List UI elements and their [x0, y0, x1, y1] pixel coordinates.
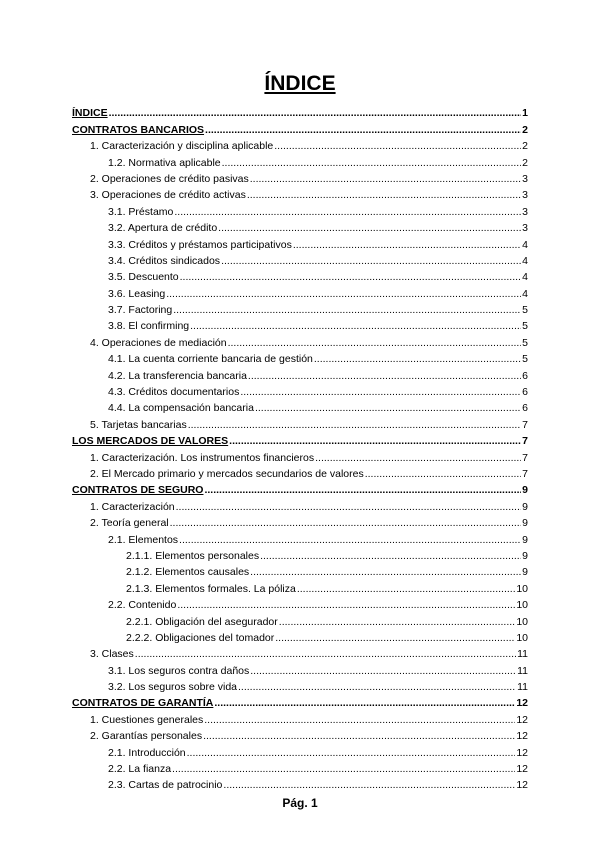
toc-entry[interactable] — [72, 612, 528, 628]
toc-entry-page-number: 7 — [522, 435, 528, 448]
toc-entry-title: 3.3. Créditos y préstamos participativos — [108, 238, 292, 251]
toc-entry-page-number: 6 — [522, 402, 528, 415]
toc-entry-title: 2.2.2. Obligaciones del tomador — [126, 631, 275, 644]
toc-entry[interactable] — [72, 219, 528, 235]
dot-leader — [174, 205, 521, 219]
toc-entry[interactable] — [72, 530, 528, 546]
dot-leader — [240, 385, 521, 399]
dot-leader — [135, 647, 516, 661]
dot-leader — [218, 221, 521, 235]
toc-entry-title: 2.1.1. Elementos personales — [126, 549, 260, 562]
dot-leader — [247, 188, 521, 202]
toc-entry[interactable] — [72, 661, 528, 677]
dot-leader — [279, 615, 516, 629]
toc-entry[interactable] — [72, 760, 528, 776]
toc-entry-title: 2. Operaciones de crédito pasivas — [90, 172, 249, 185]
toc-entry[interactable] — [72, 415, 528, 431]
toc-entry-page-number: 9 — [522, 500, 528, 513]
toc-entry[interactable] — [72, 252, 528, 268]
dot-leader — [250, 664, 516, 678]
dot-leader — [365, 467, 521, 481]
toc-entry-title: 1. Caracterización — [90, 500, 175, 513]
toc-entry-page-number: 9 — [522, 484, 528, 497]
toc-entry[interactable] — [72, 350, 528, 366]
toc-entry-title: 1. Caracterización y disciplina aplicable — [90, 140, 274, 153]
toc-entry[interactable] — [72, 579, 528, 595]
toc-entry-title: 4. Operaciones de mediación — [90, 336, 227, 349]
toc-entry-title: 3. Operaciones de crédito activas — [90, 189, 246, 202]
toc-entry-title: 2.1.2. Elementos causales — [126, 566, 250, 579]
dot-leader — [293, 238, 521, 252]
toc-entry[interactable] — [72, 645, 528, 661]
toc-entry-title: 3.5. Descuento — [108, 271, 179, 284]
toc-entry-page-number: 4 — [522, 254, 528, 267]
toc-entry-page-number: 12 — [516, 730, 528, 743]
toc-entry[interactable] — [72, 448, 528, 464]
dot-leader — [204, 713, 515, 727]
toc-entry-title: 2.1. Elementos — [108, 533, 179, 546]
dot-leader — [173, 303, 521, 317]
dot-leader — [203, 729, 515, 743]
toc-entry-page-number: 2 — [522, 123, 528, 136]
toc-entry-title: 4.4. La compensación bancaria — [108, 402, 254, 415]
toc-entry-page-number: 5 — [522, 353, 528, 366]
toc-entry[interactable] — [72, 333, 528, 349]
toc-entry[interactable] — [72, 284, 528, 300]
toc-entry-page-number: 3 — [522, 172, 528, 185]
toc-entry-page-number: 3 — [522, 222, 528, 235]
toc-entry-page-number: 3 — [522, 205, 528, 218]
toc-entry-page-number: 7 — [522, 418, 528, 431]
toc-entry-page-number: 4 — [522, 271, 528, 284]
toc-entry[interactable] — [72, 465, 528, 481]
toc-entry-title: 2.2. La fianza — [108, 763, 172, 776]
dot-leader — [275, 631, 515, 645]
toc-entry[interactable] — [72, 432, 528, 448]
toc-entry-page-number: 11 — [517, 664, 528, 677]
dot-leader — [214, 696, 515, 710]
toc-entry-page-number: 9 — [522, 517, 528, 530]
toc-entry-page-number: 5 — [522, 320, 528, 333]
toc-entry-page-number: 1 — [522, 107, 528, 120]
toc-entry[interactable] — [72, 678, 528, 694]
dot-leader — [228, 336, 522, 350]
toc-entry-title: 2. Garantías personales — [90, 730, 203, 743]
dot-leader — [176, 500, 522, 514]
toc-entry-title: 3.7. Factoring — [108, 304, 173, 317]
toc-entry-title: LOS MERCADOS DE VALORES — [72, 435, 229, 448]
page-footer: Pág. 1 — [282, 796, 318, 810]
toc-entry-title: ÍNDICE — [72, 107, 108, 120]
toc-entry[interactable] — [72, 383, 528, 399]
toc-entry-title: 3.4. Créditos sindicados — [108, 254, 221, 267]
toc-entry-page-number: 9 — [522, 533, 528, 546]
toc-entry-page-number: 9 — [522, 566, 528, 579]
toc-entry[interactable] — [72, 153, 528, 169]
toc-entry-title: 3. Clases — [90, 648, 134, 661]
toc-entry-page-number: 3 — [522, 189, 528, 202]
toc-entry[interactable] — [72, 186, 528, 202]
dot-leader — [205, 123, 521, 137]
toc-entry-title: CONTRATOS DE SEGURO — [72, 484, 204, 497]
toc-entry[interactable] — [72, 366, 528, 382]
toc-entry-page-number: 10 — [516, 582, 528, 595]
dot-leader — [188, 418, 521, 432]
dot-leader — [109, 106, 522, 120]
toc-entry-page-number: 12 — [516, 763, 528, 776]
toc-entry-page-number: 7 — [522, 467, 528, 480]
toc-entry-title: 3.2. Apertura de crédito — [108, 222, 218, 235]
toc-entry-page-number: 5 — [522, 336, 528, 349]
dot-leader — [180, 270, 522, 284]
toc-entry-page-number: 2 — [522, 156, 528, 169]
toc-entry[interactable] — [72, 629, 528, 645]
toc-entry-page-number: 11 — [517, 681, 528, 694]
toc-entry[interactable] — [72, 317, 528, 333]
dot-leader — [250, 565, 521, 579]
toc-entry[interactable] — [72, 268, 528, 284]
toc-entry-page-number: 6 — [522, 369, 528, 382]
toc-entry-page-number: 5 — [522, 304, 528, 317]
toc-entry-page-number: 10 — [516, 599, 528, 612]
toc-entry-page-number: 9 — [522, 549, 528, 562]
toc-entry[interactable] — [72, 694, 528, 710]
toc-entry-title: 4.3. Créditos documentarios — [108, 386, 240, 399]
page-title: ÍNDICE — [264, 72, 336, 95]
toc-entry-page-number: 4 — [522, 287, 528, 300]
toc-entry-page-number: 7 — [522, 451, 528, 464]
toc-entry-title: 4.2. La transferencia bancaria — [108, 369, 247, 382]
toc-entry[interactable] — [72, 481, 528, 497]
toc-entry-title: 2.1. Introducción — [108, 746, 186, 759]
toc-entry-title: 3.1. Los seguros contra daños — [108, 664, 250, 677]
toc-entry[interactable] — [72, 104, 528, 120]
toc-entry[interactable] — [72, 514, 528, 530]
dot-leader — [238, 680, 516, 694]
toc-entry-title: 1.2. Normativa aplicable — [108, 156, 221, 169]
dot-leader — [221, 254, 521, 268]
dot-leader — [255, 401, 521, 415]
dot-leader — [223, 778, 515, 792]
toc-entry-title: 2. El Mercado primario y mercados secundarios de valores — [90, 467, 364, 480]
toc-entry-title: 5. Tarjetas bancarias — [90, 418, 187, 431]
dot-leader — [179, 533, 521, 547]
toc-entry-title: 3.6. Leasing — [108, 287, 166, 300]
toc-entry-title: CONTRATOS BANCARIOS — [72, 123, 205, 136]
dot-leader — [248, 369, 521, 383]
dot-leader — [297, 582, 515, 596]
toc-entry[interactable] — [72, 776, 528, 792]
toc-entry-title: 4.1. La cuenta corriente bancaria de gestión — [108, 353, 313, 366]
dot-leader — [172, 762, 515, 776]
toc-entry-title: 3.1. Préstamo — [108, 205, 174, 218]
toc-entry[interactable] — [72, 301, 528, 317]
dot-leader — [250, 172, 521, 186]
toc-entry[interactable] — [72, 170, 528, 186]
toc-entry-title: 2.2.1. Obligación del asegurador — [126, 615, 278, 628]
dot-leader — [166, 287, 521, 301]
toc-entry-page-number: 10 — [516, 615, 528, 628]
toc-entry[interactable] — [72, 235, 528, 251]
dot-leader — [314, 352, 521, 366]
toc-entry-page-number: 6 — [522, 386, 528, 399]
toc-entry[interactable] — [72, 563, 528, 579]
toc-entry-title: 2.1.3. Elementos formales. La póliza — [126, 582, 296, 595]
toc-entry-page-number: 12 — [516, 713, 528, 726]
table-of-contents — [72, 104, 528, 792]
dot-leader — [260, 549, 521, 563]
toc-entry-title: 1. Caracterización. Los instrumentos financieros — [90, 451, 315, 464]
toc-entry-page-number: 12 — [516, 697, 528, 710]
toc-entry[interactable] — [72, 596, 528, 612]
toc-entry-page-number: 12 — [516, 746, 528, 759]
dot-leader — [204, 483, 521, 497]
dot-leader — [222, 156, 522, 170]
toc-entry[interactable] — [72, 137, 528, 153]
toc-entry-page-number: 10 — [516, 631, 528, 644]
dot-leader — [190, 319, 521, 333]
toc-entry-page-number: 11 — [517, 648, 528, 661]
toc-entry[interactable] — [72, 547, 528, 563]
dot-leader — [315, 451, 521, 465]
toc-entry[interactable] — [72, 743, 528, 759]
toc-entry-title: 3.8. El confirming — [108, 320, 190, 333]
dot-leader — [274, 139, 521, 153]
toc-entry-title: 2.3. Cartas de patrocinio — [108, 779, 223, 792]
toc-entry[interactable] — [72, 727, 528, 743]
dot-leader — [229, 434, 521, 448]
toc-entry-title: 1. Cuestiones generales — [90, 713, 204, 726]
dot-leader — [170, 516, 522, 530]
toc-entry-title: 2.2. Contenido — [108, 599, 177, 612]
toc-entry[interactable] — [72, 497, 528, 513]
toc-entry-page-number: 4 — [522, 238, 528, 251]
toc-entry-title: 3.2. Los seguros sobre vida — [108, 681, 237, 694]
toc-entry[interactable] — [72, 120, 528, 136]
toc-entry-page-number: 2 — [522, 140, 528, 153]
toc-entry[interactable] — [72, 399, 528, 415]
toc-entry-title: 2. Teoría general — [90, 517, 169, 530]
toc-entry[interactable] — [72, 202, 528, 218]
dot-leader — [177, 598, 515, 612]
toc-entry[interactable] — [72, 710, 528, 726]
toc-entry-title: CONTRATOS DE GARANTÍA — [72, 697, 214, 710]
toc-entry-page-number: 12 — [516, 779, 528, 792]
dot-leader — [187, 746, 516, 760]
